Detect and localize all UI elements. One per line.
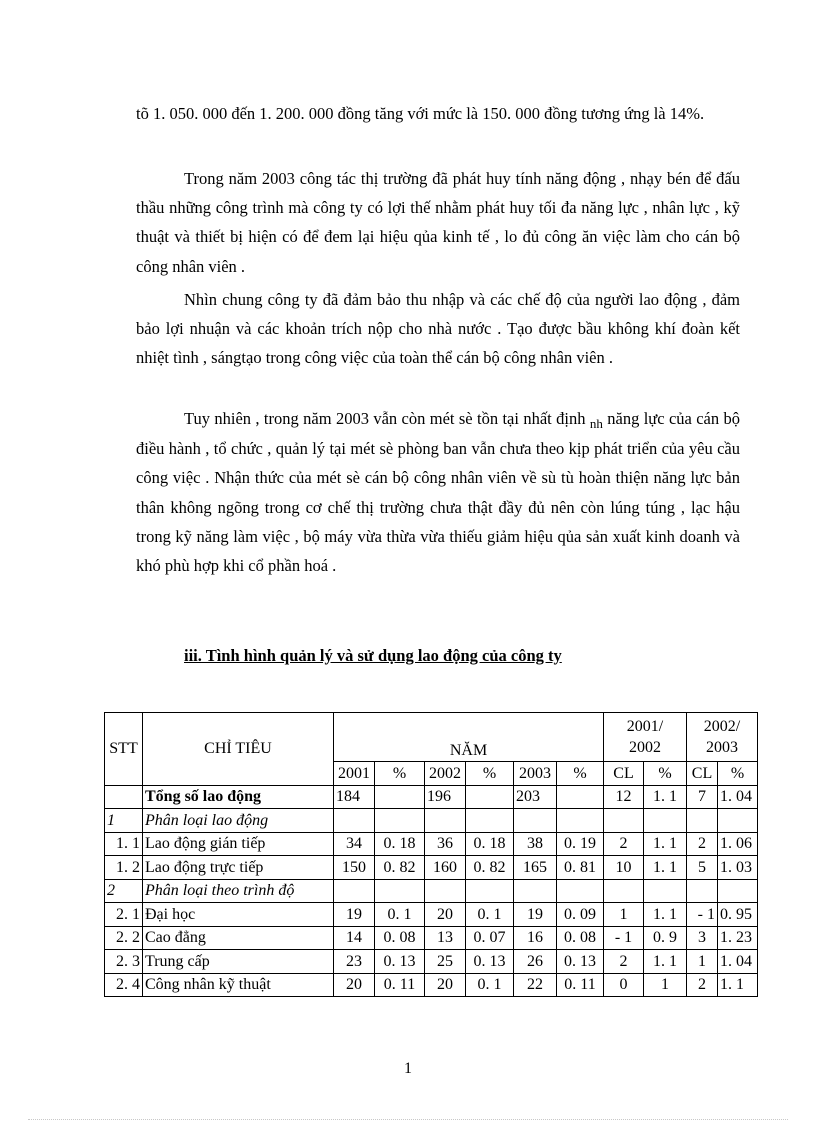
cell: 7: [687, 785, 718, 809]
paragraph-limitations: [136, 404, 740, 580]
cell: [514, 809, 557, 833]
cell: 38: [514, 832, 557, 856]
cell: 0. 13: [557, 950, 604, 974]
row-label: Lao động trực tiếp: [143, 856, 334, 880]
paragraph-market-work: Trong năm 2003 công tác thị trường đã phát huy tính năng động , nhạy bén để đấu thầu những công trình mà công ty có lợi thế nhằm phát huy tối đa năng lực , nhân lực , kỹ thuật và thiết bị hiện có để đem lại hiệu qủa kinh tế , lo đủ công ăn việc làm cho cán bộ công nhân viên .: [136, 169, 740, 276]
sub-header: CL: [604, 762, 644, 786]
row-stt: 2. 1: [105, 903, 143, 927]
table-row: [105, 879, 758, 903]
cell: 0. 82: [375, 856, 425, 880]
cell: 1: [687, 950, 718, 974]
sub-header: %: [557, 762, 604, 786]
cell: 0. 08: [557, 926, 604, 950]
cell: [466, 809, 514, 833]
cell: 0. 1: [375, 903, 425, 927]
cell: 1. 1: [644, 785, 687, 809]
cell: 25: [425, 950, 466, 974]
criteria-header: CHỈ TIÊU: [143, 713, 334, 786]
table-row: [105, 926, 758, 950]
table-header-row-1: [105, 713, 758, 762]
cell: 1. 04: [718, 785, 758, 809]
sub-header: CL: [687, 762, 718, 786]
cell: [375, 879, 425, 903]
cell: [375, 785, 425, 809]
cell: 0. 11: [557, 973, 604, 997]
cell: 20: [425, 973, 466, 997]
cell: 1. 1: [644, 903, 687, 927]
row-stt: 2: [105, 879, 143, 903]
cell: [514, 879, 557, 903]
cell: 22: [514, 973, 557, 997]
cell: 196: [425, 785, 466, 809]
cell: [334, 809, 375, 833]
cell: 10: [604, 856, 644, 880]
cell: 0. 18: [466, 832, 514, 856]
cell: [466, 879, 514, 903]
compare-2002-2003-header: 2002/ 2003: [687, 713, 758, 762]
cell: 0. 82: [466, 856, 514, 880]
cell: 36: [425, 832, 466, 856]
cell: 1. 04: [718, 950, 758, 974]
row-stt: 1. 1: [105, 832, 143, 856]
row-stt: 1. 2: [105, 856, 143, 880]
limitations-text-a: Tuy nhiên , trong năm 2003 vẫn còn mét sè tồn tại nhất định: [184, 409, 586, 428]
cell: 0. 81: [557, 856, 604, 880]
cell: 165: [514, 856, 557, 880]
sub-header: %: [718, 762, 758, 786]
cell: 0. 11: [375, 973, 425, 997]
row-label: Phân loại theo trình độ: [143, 879, 334, 903]
cell: 20: [425, 903, 466, 927]
cell: 1. 1: [644, 832, 687, 856]
row-label: Công nhân kỹ thuật: [143, 973, 334, 997]
row-stt: [105, 785, 143, 809]
row-stt: 2. 4: [105, 973, 143, 997]
row-label: Trung cấp: [143, 950, 334, 974]
cell: 12: [604, 785, 644, 809]
cell: 0. 9: [644, 926, 687, 950]
cell: 0. 07: [466, 926, 514, 950]
table-row: [105, 903, 758, 927]
sub-header: %: [466, 762, 514, 786]
limitations-text-b: năng lực của cán bộ điều hành , tổ chức , quản lý tại mét sè phòng ban vẫn chưa theo kịp phát triển của yêu cầu công việc . Nhận thức của mét sè cán bộ công nhân viên về sù tù hoàn thiện năng lực bản thân không ngõng trong cơ chế thị trường chưa thật đầy đủ nên còn lúng túng , lạc hậu trong kỹ năng làm việc , bộ máy vừa thừa vừa thiếu giảm hiệu qủa sản xuất kinh doanh và khó phù hợp khi cổ phần hoá .: [136, 409, 741, 576]
cell: 5: [687, 856, 718, 880]
cell: 3: [687, 926, 718, 950]
cell: 1. 1: [718, 973, 758, 997]
cell: 1. 03: [718, 856, 758, 880]
cell: 19: [334, 903, 375, 927]
cell: [687, 879, 718, 903]
cell: 19: [514, 903, 557, 927]
sub-header: 2003: [514, 762, 557, 786]
cell: 0. 19: [557, 832, 604, 856]
cell: 1: [644, 973, 687, 997]
sub-header: %: [644, 762, 687, 786]
year-header: NĂM: [334, 713, 604, 762]
cell: [687, 809, 718, 833]
row-label: Đại học: [143, 903, 334, 927]
cell: [557, 785, 604, 809]
footer-divider: [28, 1119, 788, 1120]
section-heading: iii. Tình hình quản lý và sử dụng lao động của công ty: [184, 646, 562, 665]
table-row: [105, 832, 758, 856]
cell: 1: [604, 903, 644, 927]
cell: 0. 1: [466, 903, 514, 927]
compare-2001-2002-header: 2001/ 2002: [604, 713, 687, 762]
page-number: 1: [404, 1060, 412, 1077]
cell: 0. 1: [466, 973, 514, 997]
paragraph-overview: Nhìn chung công ty đã đảm bảo thu nhập và các chế độ của người lao động , đảm bảo lợi nhuận và các khoản trích nộp cho nhà nước . Tạo được bầu không khí đoàn kết nhiệt tình , sángtạo trong công việc của toàn thể cán bộ công nhân viên .: [136, 290, 740, 368]
cell: 160: [425, 856, 466, 880]
cell: 1. 1: [644, 950, 687, 974]
table-row: [105, 809, 758, 833]
cell: - 1: [604, 926, 644, 950]
cell: 0: [604, 973, 644, 997]
cell: [334, 879, 375, 903]
cell: 184: [334, 785, 375, 809]
cell: 34: [334, 832, 375, 856]
paragraph-continuation: tõ 1. 050. 000 đến 1. 200. 000 đồng tăng với mức là 150. 000 đồng tương ứng là 14%.: [136, 104, 705, 123]
cell: [644, 879, 687, 903]
sub-header: 2002: [425, 762, 466, 786]
cell: [557, 879, 604, 903]
cell: [718, 879, 758, 903]
cell: [425, 879, 466, 903]
table-row: [105, 785, 758, 809]
cell: [557, 809, 604, 833]
cell: [375, 809, 425, 833]
cell: [425, 809, 466, 833]
table-row: [105, 950, 758, 974]
cell: [604, 879, 644, 903]
cell: 1. 1: [644, 856, 687, 880]
cell: 2: [687, 832, 718, 856]
cell: 0. 08: [375, 926, 425, 950]
cell: 2: [687, 973, 718, 997]
cell: [466, 785, 514, 809]
cell: - 1: [687, 903, 718, 927]
row-label: Phân loại lao động: [143, 809, 334, 833]
table-row: [105, 856, 758, 880]
stt-header: STT: [105, 713, 143, 786]
cell: 203: [514, 785, 557, 809]
cell: [604, 809, 644, 833]
cell: 1. 23: [718, 926, 758, 950]
row-stt: 2. 2: [105, 926, 143, 950]
cell: 20: [334, 973, 375, 997]
row-label: Tổng số lao động: [143, 785, 334, 809]
row-stt: 1: [105, 809, 143, 833]
cell: [644, 809, 687, 833]
table-row: [105, 973, 758, 997]
cell: 14: [334, 926, 375, 950]
cell: 23: [334, 950, 375, 974]
cell: 0. 18: [375, 832, 425, 856]
cell: 0. 95: [718, 903, 758, 927]
labor-table: [104, 712, 758, 997]
sub-header: %: [375, 762, 425, 786]
cell: 2: [604, 832, 644, 856]
cell: 26: [514, 950, 557, 974]
row-label: Cao đẳng: [143, 926, 334, 950]
cell: 0. 13: [375, 950, 425, 974]
row-label: Lao động gián tiếp: [143, 832, 334, 856]
cell: [718, 809, 758, 833]
cell: 16: [514, 926, 557, 950]
cell: 0. 09: [557, 903, 604, 927]
sub-header: 2001: [334, 762, 375, 786]
row-stt: 2. 3: [105, 950, 143, 974]
cell: 0. 13: [466, 950, 514, 974]
cell: 2: [604, 950, 644, 974]
limitations-subscript: nh: [589, 416, 603, 431]
cell: 1. 06: [718, 832, 758, 856]
cell: 13: [425, 926, 466, 950]
cell: 150: [334, 856, 375, 880]
